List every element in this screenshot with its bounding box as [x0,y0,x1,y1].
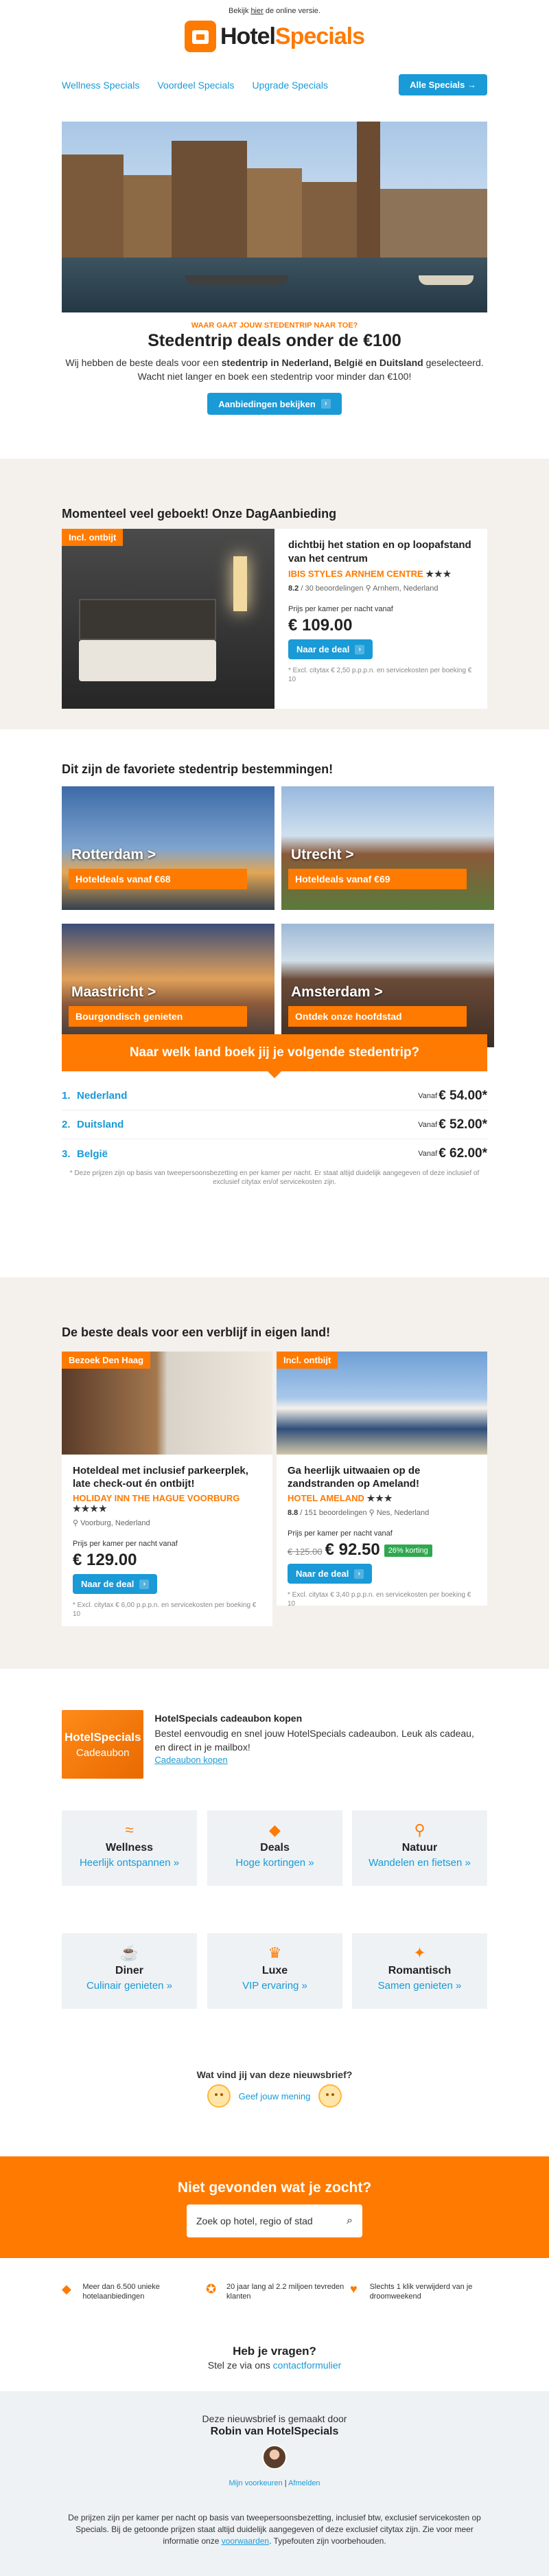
category-title: Luxe [261,1965,288,1976]
breakfast-badge: Incl. ontbijt [62,529,123,546]
terms-link[interactable]: voorwaarden [221,2536,270,2546]
footer-author: Robin van HotelSpecials [210,2426,339,2437]
category-link[interactable]: Hoge kortingen » [235,1857,314,1869]
location-pin-icon: ⚲ [73,1519,79,1527]
destination-city: Maastricht > [71,984,156,1000]
deal-image[interactable] [62,1352,272,1455]
star-rating-icon: ★★★ [366,1493,393,1503]
country-price: € 54.00* [439,1088,487,1103]
country-row-belgie[interactable] [62,1139,487,1168]
price-footnote: * Excl. citytax € 3,40 p.p.p.n. en servicekosten per boeking € 10 [288,1591,471,1608]
destinations-title: Dit zijn de favoriete stedentrip bestemmingen! [62,762,334,776]
search-title: Niet gevonden wat je zocht? [177,2180,372,2196]
deal-badge: Bezoek Den Haag [62,1352,150,1369]
logo-text-hotel: Hotel [220,23,275,49]
search-box[interactable] [187,2204,362,2237]
location-pin-icon: ⚲ [365,584,371,593]
price-from-label: Vanaf [418,1120,438,1129]
location-pin-icon: ⚲ [369,1509,375,1517]
day-offer-heading[interactable]: dichtbij het station en op loopafstand van het centrum [288,539,471,565]
price-from-label: Vanaf [418,1150,438,1158]
review-score: 8.8 [288,1509,299,1517]
destination-amsterdam[interactable] [281,924,494,1047]
give-opinion-link[interactable]: Geef jouw mening [238,2090,311,2101]
swim-icon: ≈ [125,1821,134,1838]
to-deal-button[interactable] [73,1574,157,1594]
hotel-meta [288,584,474,593]
review-count: / 30 beoordelingen [301,584,364,593]
price-block [288,1540,476,1560]
disclaimer-text-end: . Typefouten zijn voorbehouden. [269,2536,386,2546]
price-from-label: Vanaf [418,1091,438,1100]
chevron-right-icon: › [354,1569,364,1579]
hotel-name-text: IBIS STYLES ARNHEM CENTRE [288,569,423,579]
hotel-room-image[interactable] [62,529,274,709]
search-icon[interactable]: ⌕ [347,2215,353,2226]
search-section [0,2156,549,2258]
deal-badge: Incl. ontbijt [277,1352,338,1369]
destination-tag: Hoteldeals vanaf €69 [288,869,467,889]
nav-voordeel-specials[interactable]: Voordeel Specials [157,79,235,91]
chevron-right-icon: › [139,1580,149,1589]
footer [0,2391,549,2576]
tag-icon: ◆ [62,2282,71,2296]
category-natuur[interactable] [352,1810,487,1886]
nav-wellness-specials[interactable]: Wellness Specials [62,79,140,91]
online-version-link[interactable]: hier [250,7,264,15]
tag-icon: ◆ [269,1821,281,1838]
discount-badge: 26% korting [384,1545,432,1557]
bike-icon: ⚲ [414,1821,425,1838]
hero-text-part2: geselecteerd. Wacht niet langer en boek een stedentrip voor minder dan €100! [137,357,484,382]
day-offer-title: Momenteel veel geboekt! Onze DagAanbieding [62,507,337,521]
price-value: € 92.50 [325,1540,380,1559]
deal-card-holiday-inn[interactable] [62,1352,272,1626]
deal-heading[interactable]: Hoteldeal met inclusief parkeerplek, late check-out én ontbijt! [73,1465,248,1490]
hero-title: Stedentrip deals onder de €100 [148,331,401,350]
to-deal-button[interactable] [288,639,373,659]
category-link[interactable]: Culinair genieten » [86,1980,173,1992]
link-separator: | [282,2479,289,2487]
country-name[interactable]: België [77,1148,108,1160]
destination-rotterdam[interactable] [62,786,274,910]
star-rating-icon: ★★★ [425,569,452,579]
happy-face-icon[interactable] [318,2084,342,2108]
day-offer-card[interactable] [62,529,487,709]
price-label: Prijs per kamer per nacht vanaf [73,1540,178,1548]
category-deals[interactable] [207,1810,342,1886]
country-footnote: * Deze prijzen zijn op basis van tweepersoonsbezetting en per kamer per nacht. Er staat altijd duidelijk aangegeven of deze inclusief of exclusief citytax en/of servicekosten zijn. [69,1170,480,1186]
feedback-row [0,2084,549,2108]
category-link[interactable]: Heerlijk ontspannen » [79,1857,180,1869]
hero-text-bold: stedentrip in Nederland, België en Duitsland [221,357,423,368]
heart-icon: ♥ [350,2282,358,2296]
country-question-banner: Naar welk land boek jij je volgende stedentrip? [62,1034,487,1071]
disclaimer-text: De prijzen zijn per kamer per nacht op basis van tweepersoonsbezetting, inclusief btw, exclusief servicekosten op Specials. Bij de getoonde prijzen staat altijd duidelijk aangegeven of deze exclusief citytax zijn. Zie voor meer informatie onze [68,2513,481,2546]
hero-kicker: WAAR GAAT JOUW STEDENTRIP NAAR TOE? [191,321,358,330]
sad-face-icon[interactable] [207,2084,231,2108]
country-rank: 3. [62,1148,71,1160]
destination-utrecht[interactable] [281,786,494,910]
chevron-right-icon: › [321,399,331,409]
hotel-name [288,569,474,580]
usp-text: Meer dan 6.500 unieke hotelaanbiedingen [82,2283,160,2301]
award-icon: ✪ [206,2282,217,2296]
hotel-meta [288,1508,476,1517]
top-nav [62,74,487,95]
buy-voucher-link[interactable]: Cadeaubon kopen [154,1755,228,1765]
hotel-name-text: HOLIDAY INN THE HAGUE VOORBURG [73,1493,240,1503]
usp-one-click [350,2282,491,2301]
nav-upgrade-specials[interactable]: Upgrade Specials [252,79,328,91]
feedback-question: Wat vind jij van deze nieuwsbrief? [196,2069,353,2080]
country-price: € 52.00* [439,1117,487,1132]
unsubscribe-link[interactable]: Afmelden [288,2479,320,2487]
view-offers-label: Aanbiedingen bekijken [218,398,316,409]
price-label: Prijs per kamer per nacht vanaf [288,1529,393,1538]
search-input[interactable] [196,2215,347,2226]
category-link[interactable]: Samen genieten » [377,1980,462,1992]
price-footnote: * Excl. citytax € 6,00 p.p.p.n. en servicekosten per boeking € 10 [73,1602,257,1618]
country-row-duitsland[interactable] [62,1110,487,1139]
deal-card-hotel-ameland[interactable] [277,1352,487,1606]
country-rank: 1. [62,1090,71,1102]
category-title: Diner [115,1965,143,1976]
footer-links [0,2479,549,2487]
voucher-logo-text: HotelSpecials [64,1730,141,1744]
destination-city: Utrecht > [291,847,354,863]
footer-disclaimer [62,2512,487,2547]
logo-icon [185,21,216,52]
footer-made-by: Deze nieuwsbrief is gemaakt door [202,2413,347,2424]
price-label: Prijs per kamer per nacht vanaf [288,605,393,613]
deal-heading[interactable]: Ga heerlijk uitwaaien op de zandstranden op Ameland! [288,1465,421,1490]
category-link[interactable]: VIP ervaring » [242,1980,307,1992]
hotel-name-text: HOTEL AMELAND [288,1493,364,1503]
logo-text-specials: Specials [275,23,364,49]
country-row-nederland[interactable] [62,1082,487,1110]
price-value: € 129.00 [73,1551,137,1569]
hotel-location: Nes, Nederland [376,1509,430,1517]
category-link[interactable]: Wandelen en fietsen » [369,1857,471,1869]
category-title: Natuur [401,1842,438,1854]
preheader-text: Bekijk [229,7,251,15]
country-price: € 62.00* [439,1146,487,1161]
to-deal-button[interactable] [288,1564,372,1584]
dinner-icon: ☕ [119,1944,139,1961]
usp-offers [62,2282,202,2301]
review-score: 8.2 [288,584,299,593]
category-title: Romantisch [388,1965,452,1976]
hotel-name [288,1493,476,1504]
category-romantisch[interactable] [352,1933,487,2009]
voucher-text: Bestel eenvoudig en snel jouw HotelSpecials cadeaubon. Leuk als cadeau, en direct in je mailbox! [154,1728,474,1753]
help-question: Heb je vragen? [233,2345,316,2358]
destination-city: Rotterdam > [71,847,156,863]
hero-text-part1: Wij hebben de beste deals voor een [65,357,222,368]
chevron-right-icon: › [355,645,364,654]
country-name[interactable]: Nederland [77,1090,128,1102]
hotel-location: Voorburg, Nederland [80,1519,150,1527]
preferences-link[interactable]: Mijn voorkeuren [229,2479,283,2487]
category-wellness[interactable] [62,1810,197,1886]
usp-text: Slechts 1 klik verwijderd van je droomweekend [369,2283,473,2301]
deal-image[interactable] [277,1352,487,1455]
voucher-title: HotelSpecials cadeaubon kopen [154,1713,303,1724]
voucher-image[interactable] [62,1710,143,1779]
hotel-location: Arnhem, Nederland [373,584,439,593]
usp-customers [206,2282,347,2301]
contact-form-link[interactable]: contactformulier [272,2360,342,2371]
price-footnote: * Excl. citytax € 2,50 p.p.p.n. en servicekosten per boeking € 10 [288,667,472,683]
to-deal-label: Naar de deal [81,1579,135,1589]
category-luxe[interactable] [207,1933,342,2009]
destination-city: Amsterdam > [291,984,383,1000]
destination-tag: Ontdek onze hoofdstad [288,1006,467,1027]
hero-image-canal-city[interactable] [62,122,487,312]
hotel-name [73,1493,261,1514]
help-text-prefix: Stel ze via ons [207,2360,273,2371]
category-diner[interactable] [62,1933,197,2009]
view-offers-button[interactable] [207,393,342,415]
destination-maastricht[interactable] [62,924,274,1047]
best-deals-title: De beste deals voor een verblijf in eigen land! [62,1325,331,1339]
category-title: Deals [260,1842,290,1854]
country-rank: 2. [62,1119,71,1130]
sparkle-icon: ✦ [413,1944,426,1961]
avatar [262,2445,287,2470]
preheader-text-end: de online versie. [263,7,320,15]
review-count: / 151 beoordelingen [300,1509,367,1517]
destination-tag: Hoteldeals vanaf €68 [69,869,247,889]
hero-text [62,356,487,383]
category-title: Wellness [105,1842,154,1854]
country-name[interactable]: Duitsland [77,1119,124,1130]
help-text [0,2360,549,2371]
star-rating-icon: ★★★★ [73,1503,108,1514]
price-value: € 109.00 [288,616,353,635]
hotelspecials-logo[interactable] [0,21,549,52]
destination-tag: Bourgondisch genieten [69,1006,247,1027]
usp-text: 20 jaar lang al 2.2 miljoen tevreden klanten [226,2283,344,2301]
to-deal-label: Naar de deal [296,644,350,654]
all-specials-button[interactable]: Alle Specials → [399,74,487,95]
gift-voucher-block [62,1710,487,1786]
voucher-logo-sub: Cadeaubon [75,1746,130,1759]
preheader [0,7,549,15]
hotel-meta [73,1518,261,1527]
old-price: € 125.00 [288,1547,323,1557]
to-deal-label: Naar de deal [296,1569,349,1579]
crown-icon: ♛ [268,1944,282,1961]
logo-text [220,23,364,50]
